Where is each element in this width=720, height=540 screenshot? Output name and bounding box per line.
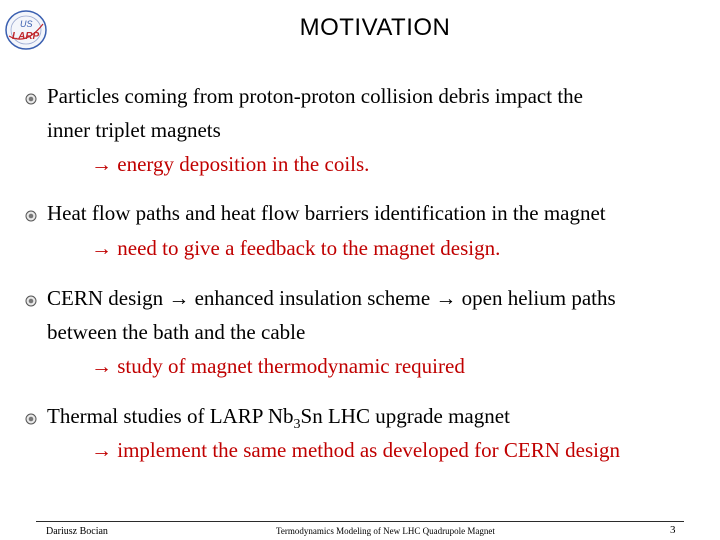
footer-talk-title: Termodynamics Modeling of New LHC Quadrupole Magnet: [276, 526, 495, 536]
footer-divider: [36, 521, 684, 522]
svg-text:US: US: [20, 19, 33, 29]
bullet-1-line-2: inner triplet magnets: [47, 118, 221, 142]
bullet-4-subline: [91, 438, 620, 462]
page-number: 3: [670, 524, 676, 536]
svg-text:LARP: LARP: [12, 31, 40, 42]
arrow-icon: →: [91, 354, 112, 378]
arrow-icon: →: [91, 236, 112, 260]
circular-bullet-icon: [25, 209, 37, 221]
circular-bullet-icon: [25, 92, 37, 104]
circular-bullet-icon: [25, 294, 37, 306]
bullet-3-line-2: between the bath and the cable: [47, 320, 306, 344]
subscript-3: 3: [293, 417, 301, 433]
bullet-4-line-1: [47, 404, 510, 437]
bullet-3-subline: [91, 354, 465, 378]
bullet-2-subline: [91, 236, 500, 260]
slide-footer: [0, 521, 720, 540]
bullet-1-subtext: energy deposition in the coils.: [117, 152, 370, 176]
bullet-4-text-after: Sn LHC upgrade magnet: [300, 404, 510, 428]
bullet-4-subtext: implement the same method as developed for CERN design: [117, 438, 620, 462]
bullet-2-line-1: Heat flow paths and heat flow barriers identification in the magnet: [47, 201, 606, 225]
footer-author: Dariusz Bocian: [46, 526, 108, 537]
arrow-icon: →: [91, 152, 112, 176]
slide-title: MOTIVATION: [299, 14, 451, 41]
bullet-4-text-before: Thermal studies of LARP Nb: [47, 404, 294, 428]
bullet-1-subline: [91, 152, 369, 176]
circular-bullet-icon: [25, 412, 37, 424]
bullet-2-subtext: need to give a feedback to the magnet design.: [117, 236, 501, 260]
bullet-3-line-1: CERN design → enhanced insulation scheme → open helium paths: [47, 286, 616, 310]
bullet-3-subtext: study of magnet thermodynamic required: [117, 354, 465, 378]
bullet-1-line-1: Particles coming from proton-proton collision debris impact the: [47, 84, 583, 108]
arrow-icon: →: [91, 438, 112, 462]
